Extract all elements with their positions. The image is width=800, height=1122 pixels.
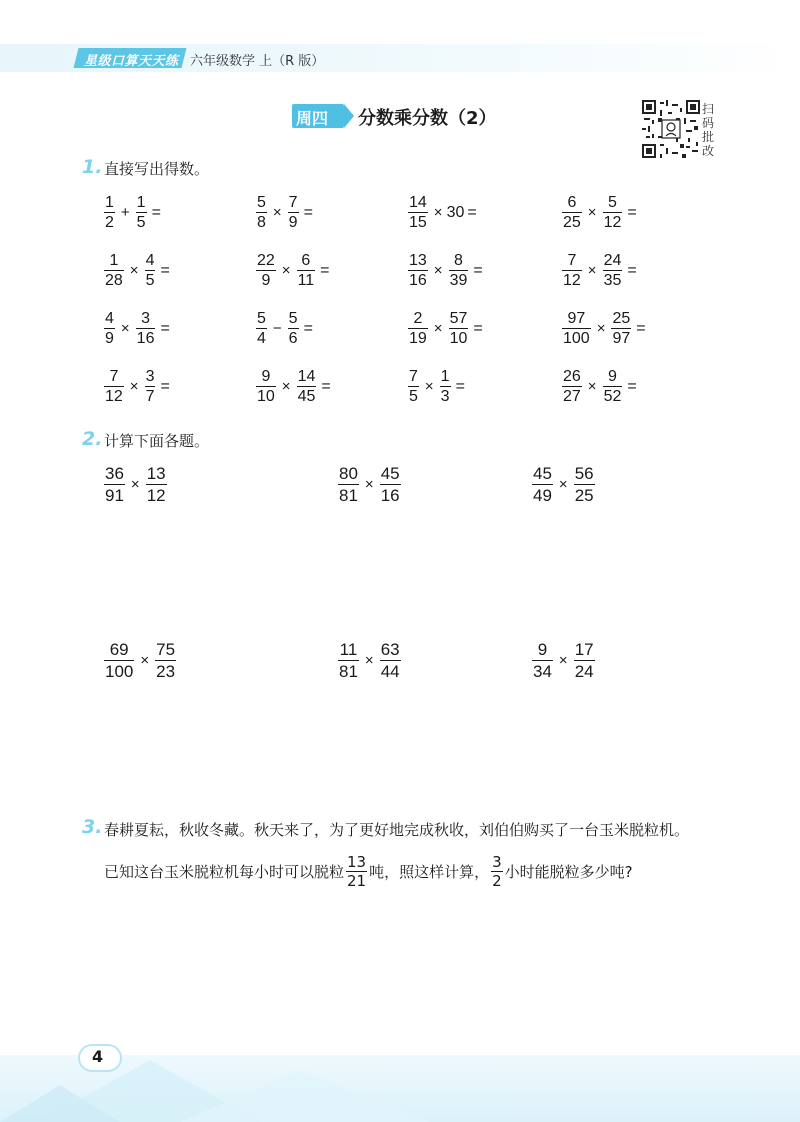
q3-number: 3. — [82, 816, 103, 838]
q1-expr: $\frac{97}{100}$ × $\frac{25}{97}$ = — [563, 310, 646, 348]
book-title: 六年级数学 上（R 版） — [190, 54, 325, 69]
fraction: $\frac{36}{91}$ — [105, 464, 124, 506]
q1-expr: $\frac{9}{10}$ × $\frac{14}{45}$ = — [257, 368, 331, 406]
q1-expr: $\frac{2}{19}$ × $\frac{57}{10}$ = — [409, 310, 483, 348]
q2-expr: $\frac{69}{100}$ × $\frac{75}{23}$ — [105, 640, 176, 682]
fraction: $\frac{3}{2}$ — [492, 853, 502, 891]
fraction: $\frac{25}{97}$ — [612, 310, 631, 348]
fraction: $\frac{11}{81}$ — [339, 640, 358, 682]
fraction: $\frac{13}{16}$ — [409, 252, 427, 290]
fraction: $\frac{1}{5}$ — [136, 194, 146, 232]
fraction: $\frac{5}{6}$ — [288, 310, 298, 348]
q3-line1: 春耕夏耘，秋收冬藏。秋天来了，为了更好地完成秋收，刘伯伯购买了一台玉米脱粒机。 — [104, 821, 690, 839]
q2-number: 2. — [82, 428, 103, 450]
q1-expr: $\frac{26}{27}$ × $\frac{9}{52}$ = — [563, 368, 637, 406]
fraction: $\frac{9}{34}$ — [533, 640, 552, 682]
q1-expr: $\frac{5}{4}$ − $\frac{5}{6}$ = — [257, 310, 313, 348]
fraction: $\frac{3}{7}$ — [145, 368, 155, 406]
fraction: $\frac{8}{39}$ — [449, 252, 468, 290]
fraction: $\frac{7}{9}$ — [288, 194, 298, 232]
fraction: $\frac{63}{44}$ — [380, 640, 400, 682]
q2-expr: $\frac{9}{34}$ × $\frac{17}{24}$ — [533, 640, 594, 682]
fraction: $\frac{4}{9}$ — [105, 310, 114, 348]
q1-expr: $\frac{4}{9}$ × $\frac{3}{16}$ = — [105, 310, 170, 348]
q1-expr: $\frac{7}{12}$ × $\frac{24}{35}$ = — [563, 252, 637, 290]
fraction: $\frac{24}{35}$ — [603, 252, 622, 290]
q2-expr: $\frac{45}{49}$ × $\frac{56}{25}$ — [533, 464, 594, 506]
fraction: $\frac{5}{12}$ — [603, 194, 622, 232]
q1-title: 直接写出得数。 — [104, 160, 210, 178]
fraction: $\frac{6}{25}$ — [563, 194, 581, 232]
fraction: $\frac{1}{2}$ — [105, 194, 114, 232]
fraction: $\frac{14}{15}$ — [409, 194, 427, 232]
qr-label: 扫码批改 — [702, 102, 715, 158]
fraction: $\frac{5}{8}$ — [257, 194, 266, 232]
fraction: $\frac{7}{5}$ — [409, 368, 418, 406]
fraction: $\frac{69}{100}$ — [105, 640, 134, 682]
q2-expr: $\frac{36}{91}$ × $\frac{13}{12}$ — [105, 464, 166, 506]
q3-line2: 已知这台玉米脱粒机每小时可以脱粒 $\frac{13}{21}$ 吨，照这样计算， $\frac{3}{2}$ 小时能脱粒多少吨? — [104, 853, 633, 891]
q1-expr: $\frac{7}{12}$ × $\frac{3}{7}$ = — [105, 368, 170, 406]
fraction: $\frac{9}{52}$ — [603, 368, 622, 406]
fraction: $\frac{7}{12}$ — [563, 252, 581, 290]
q2-title: 计算下面各题。 — [104, 432, 210, 450]
q1-expr: $\frac{14}{15}$ × 30 = — [409, 194, 477, 232]
fraction: $\frac{17}{24}$ — [574, 640, 594, 682]
q1-expr: $\frac{22}{9}$ × $\frac{6}{11}$ = — [257, 252, 330, 290]
fraction: $\frac{13}{12}$ — [146, 464, 166, 506]
fraction: $\frac{1}{3}$ — [440, 368, 450, 406]
fraction: $\frac{7}{12}$ — [105, 368, 123, 406]
fraction: $\frac{97}{100}$ — [563, 310, 590, 348]
fraction: $\frac{75}{23}$ — [156, 640, 176, 682]
fraction: $\frac{13}{21}$ — [347, 853, 367, 891]
fraction: $\frac{2}{19}$ — [409, 310, 427, 348]
q1-expr: $\frac{13}{16}$ × $\frac{8}{39}$ = — [409, 252, 483, 290]
fraction: $\frac{26}{27}$ — [563, 368, 581, 406]
brand-name: 星级口算天天练 — [84, 54, 179, 69]
fraction: $\frac{5}{4}$ — [257, 310, 266, 348]
fraction: $\frac{45}{16}$ — [380, 464, 400, 506]
q1-expr: $\frac{1}{28}$ × $\frac{4}{5}$ = — [105, 252, 170, 290]
fraction: $\frac{22}{9}$ — [257, 252, 275, 290]
fraction: $\frac{3}{16}$ — [136, 310, 155, 348]
page-number: 4 — [92, 1047, 104, 1066]
fraction: $\frac{6}{11}$ — [297, 252, 315, 290]
fraction: $\frac{4}{5}$ — [145, 252, 155, 290]
q1-expr: $\frac{7}{5}$ × $\frac{1}{3}$ = — [409, 368, 465, 406]
fraction: $\frac{80}{81}$ — [339, 464, 358, 506]
fraction: $\frac{45}{49}$ — [533, 464, 552, 506]
q1-expr: $\frac{5}{8}$ × $\frac{7}{9}$ = — [257, 194, 313, 232]
q1-number: 1. — [82, 156, 103, 178]
day-label: 周四 — [296, 109, 329, 128]
q1-expr: $\frac{1}{2}$ + $\frac{1}{5}$ = — [105, 194, 161, 232]
fraction: $\frac{14}{45}$ — [297, 368, 316, 406]
q2-expr: $\frac{80}{81}$ × $\frac{45}{16}$ — [339, 464, 400, 506]
qr-code-icon[interactable] — [642, 100, 700, 158]
fraction: $\frac{9}{10}$ — [257, 368, 275, 406]
fraction: $\frac{57}{10}$ — [449, 310, 468, 348]
q2-expr: $\frac{11}{81}$ × $\frac{63}{44}$ — [339, 640, 400, 682]
fraction: $\frac{56}{25}$ — [574, 464, 594, 506]
fraction: $\frac{1}{28}$ — [105, 252, 123, 290]
q1-expr: $\frac{6}{25}$ × $\frac{5}{12}$ = — [563, 194, 637, 232]
page-title: 分数乘分数（2） — [358, 108, 497, 129]
